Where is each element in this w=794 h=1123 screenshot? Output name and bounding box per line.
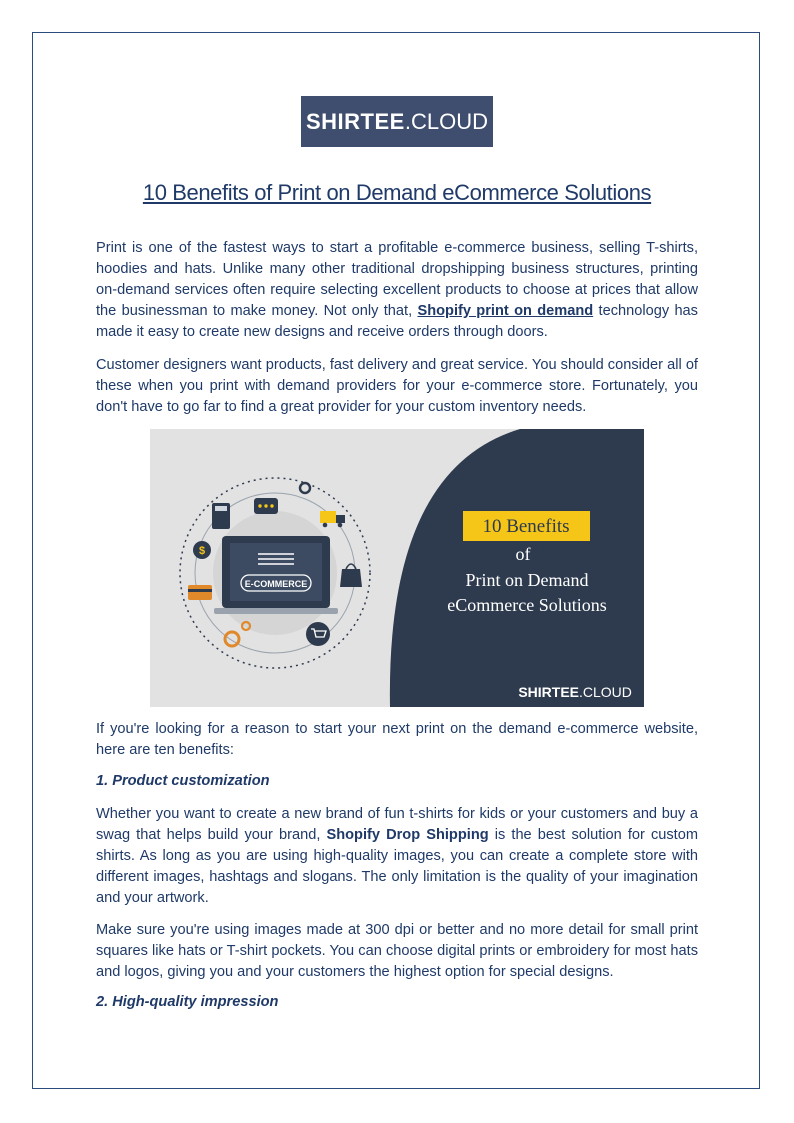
shirtee-logo[interactable]	[301, 96, 493, 147]
intro-text-before: Print is one of the fastest ways to start a profitable e-commerce business, selling T-shirts, hoodies and hats. Unlike many other traditional dropshipping business structures, printing on-demand services often require selecting excellent products to choose at prices that allow the businessman to make money. Not only that,	[96, 240, 698, 319]
customization-paragraph	[96, 804, 698, 909]
heading-high-quality-impression: 2. High-quality impression	[96, 994, 279, 1010]
dpi-paragraph: Make sure you're using images made at 300 dpi or better and no more detail for small print squares like hats or T-shirt pockets. You can choose digital prints or embroidery for most hats and logos, giving you and your customers the highest option for special designs.	[96, 922, 698, 980]
heading-product-customization: 1. Product customization	[96, 773, 270, 789]
customization-text-after: is the best solution for custom shirts. As long as you are using high-quality images, you can create a complete store with different images, hashtags and slogans. The only limitation is the quality of your imagination and your artwork.	[96, 827, 699, 906]
customer-paragraph: Customer designers want products, fast delivery and great service. You should consider all of these when you print with demand providers for your e-commerce store. Fortunately, you don't have to go far to find a great provider for your custom inventory needs.	[96, 357, 698, 415]
benefits-banner	[150, 429, 644, 707]
cart-icon	[306, 622, 330, 646]
logo-thin-text: .CLOUD	[404, 108, 488, 134]
shopping-bag-icon	[340, 569, 362, 587]
banner-logo-thin: .CLOUD	[579, 684, 632, 700]
page-title: 10 Benefits of Print on Demand eCommerce Solutions	[142, 180, 652, 205]
reason-paragraph: If you're looking for a reason to start your next print on the demand e-commerce website, here are ten benefits:	[96, 721, 698, 758]
delivery-truck-icon	[320, 511, 336, 523]
customization-text-before: Whether you want to create a new brand of fun t-shirts for kids or your customers and buy a swag that helps build your brand,	[96, 806, 698, 843]
intro-text-after: technology has made it easy to create new designs and receive orders through doors.	[96, 303, 698, 340]
banner-line4-text: eCommerce Solutions	[447, 595, 607, 615]
banner-highlight-text: 10 Benefits	[482, 516, 570, 537]
shopify-drop-shipping-text: Shopify Drop Shipping	[326, 827, 489, 843]
credit-card-icon	[188, 585, 212, 600]
logo-bold-text: SHIRTEE	[306, 108, 405, 134]
intro-paragraph	[96, 238, 698, 343]
banner-of-text: of	[515, 544, 531, 564]
screen-label: E-COMMERCE	[244, 579, 308, 589]
banner-line3-text: Print on Demand	[465, 570, 589, 590]
banner-logo-bold: SHIRTEE	[518, 684, 579, 700]
shopify-print-on-demand-link[interactable]: Shopify print on demand	[417, 303, 594, 319]
svg-text:$: $	[198, 545, 206, 557]
